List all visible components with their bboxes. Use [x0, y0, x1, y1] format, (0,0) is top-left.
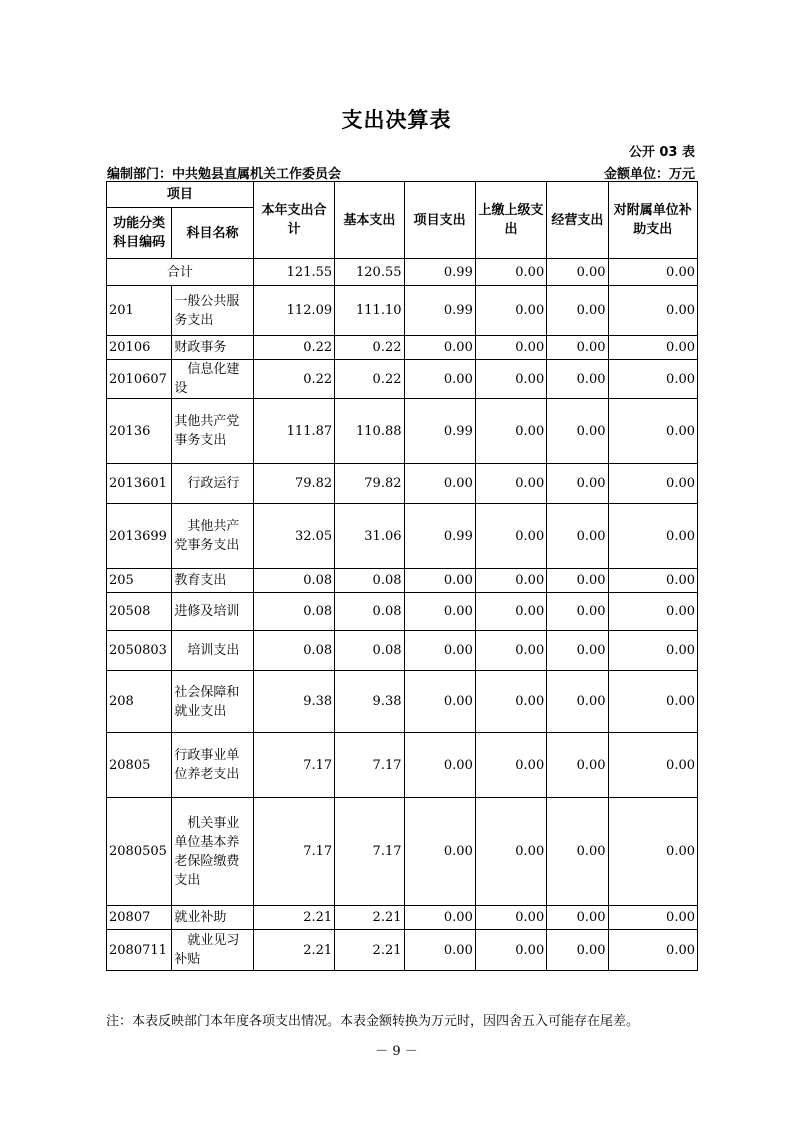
amount-cell: 0.00 — [608, 336, 697, 360]
amount-cell: 0.00 — [475, 930, 546, 971]
subject-code: 201 — [107, 286, 172, 336]
amount-cell: 0.08 — [335, 631, 404, 671]
subject-code: 2080505 — [107, 798, 172, 906]
amount-cell: 112.09 — [253, 286, 334, 336]
amount-cell: 0.00 — [404, 631, 475, 671]
amount-cell: 0.22 — [253, 336, 334, 360]
header-name: 科目名称 — [172, 208, 253, 259]
subject-code: 20807 — [107, 906, 172, 930]
total-value: 0.00 — [475, 259, 546, 286]
amount-cell: 2.21 — [335, 930, 404, 971]
amount-cell: 79.82 — [253, 464, 334, 504]
amount-cell: 0.22 — [253, 360, 334, 399]
page-title: 支出决算表 — [341, 108, 452, 132]
amount-cell: 0.00 — [404, 798, 475, 906]
amount-cell: 0.99 — [404, 286, 475, 336]
amount-cell: 0.00 — [475, 464, 546, 504]
amount-cell: 0.22 — [335, 336, 404, 360]
header-subsidy: 对附属单位补助支出 — [608, 182, 697, 259]
table-row — [107, 464, 698, 504]
amount-cell: 0.00 — [608, 569, 697, 593]
department-label: 编制部门：中共勉县直属机关工作委员会 — [107, 167, 342, 182]
table-row — [107, 733, 698, 798]
expenditure-table — [106, 181, 698, 971]
subject-name: 行政事业单位养老支出 — [172, 733, 253, 798]
amount-cell: 2.21 — [253, 930, 334, 971]
table-row — [107, 504, 698, 569]
amount-cell: 0.00 — [475, 399, 546, 464]
table-row — [107, 399, 698, 464]
total-label: 合计 — [107, 259, 254, 286]
amount-cell: 0.00 — [404, 464, 475, 504]
amount-cell: 0.00 — [475, 360, 546, 399]
amount-cell: 0.22 — [335, 360, 404, 399]
table-row — [107, 906, 698, 930]
subject-name: 信息化建设 — [172, 360, 253, 399]
amount-cell: 0.08 — [253, 631, 334, 671]
form-number: 公开 03 表 — [628, 145, 695, 160]
subject-code: 205 — [107, 569, 172, 593]
subject-name: 进修及培训 — [172, 593, 253, 631]
amount-cell: 0.00 — [547, 631, 608, 671]
amount-cell: 0.00 — [475, 504, 546, 569]
amount-cell: 0.00 — [547, 733, 608, 798]
subject-code: 2013601 — [107, 464, 172, 504]
amount-cell: 0.00 — [608, 930, 697, 971]
amount-cell: 0.00 — [404, 593, 475, 631]
amount-cell: 110.88 — [335, 399, 404, 464]
amount-cell: 0.08 — [253, 593, 334, 631]
amount-cell: 7.17 — [335, 733, 404, 798]
amount-cell: 0.00 — [608, 671, 697, 733]
amount-cell: 0.00 — [547, 464, 608, 504]
subject-name: 培训支出 — [172, 631, 253, 671]
amount-cell: 0.00 — [608, 464, 697, 504]
header-upper: 上缴上级支出 — [475, 182, 546, 259]
amount-cell: 0.00 — [475, 631, 546, 671]
subject-code: 2010607 — [107, 360, 172, 399]
amount-cell: 0.00 — [547, 593, 608, 631]
amount-cell: 0.00 — [547, 930, 608, 971]
amount-cell: 0.00 — [608, 399, 697, 464]
amount-cell: 31.06 — [335, 504, 404, 569]
subject-code: 2013699 — [107, 504, 172, 569]
amount-cell: 0.00 — [404, 930, 475, 971]
amount-cell: 0.00 — [475, 286, 546, 336]
subject-code: 20106 — [107, 336, 172, 360]
subject-name: 行政运行 — [172, 464, 253, 504]
table-row — [107, 671, 698, 733]
amount-cell: 0.00 — [404, 906, 475, 930]
subject-code: 2050803 — [107, 631, 172, 671]
subject-name: 机关事业单位基本养老保险缴费支出 — [172, 798, 253, 906]
table-row — [107, 360, 698, 399]
subject-name: 财政事务 — [172, 336, 253, 360]
table-row — [107, 631, 698, 671]
amount-cell: 0.00 — [608, 593, 697, 631]
amount-cell: 0.08 — [253, 569, 334, 593]
amount-cell: 111.10 — [335, 286, 404, 336]
subject-code: 2080711 — [107, 930, 172, 971]
page-number: － 9 － — [375, 1044, 418, 1059]
amount-cell: 0.00 — [608, 631, 697, 671]
amount-cell: 9.38 — [335, 671, 404, 733]
amount-cell: 9.38 — [253, 671, 334, 733]
amount-cell: 0.00 — [547, 569, 608, 593]
amount-cell: 0.08 — [335, 569, 404, 593]
header-total: 本年支出合计 — [253, 182, 334, 259]
amount-cell: 0.08 — [335, 593, 404, 631]
amount-cell: 0.99 — [404, 504, 475, 569]
subject-code: 20508 — [107, 593, 172, 631]
amount-cell: 0.00 — [404, 569, 475, 593]
subject-name: 其他共产党事务支出 — [172, 399, 253, 464]
amount-cell: 0.00 — [547, 798, 608, 906]
total-value: 120.55 — [335, 259, 404, 286]
subject-name: 教育支出 — [172, 569, 253, 593]
subject-name: 一般公共服务支出 — [172, 286, 253, 336]
unit-label: 金额单位：万元 — [603, 167, 695, 182]
amount-cell: 0.00 — [404, 336, 475, 360]
amount-cell: 0.00 — [404, 733, 475, 798]
subject-name: 其他共产党事务支出 — [172, 504, 253, 569]
table-row — [107, 798, 698, 906]
subject-code: 208 — [107, 671, 172, 733]
amount-cell: 0.00 — [547, 336, 608, 360]
amount-cell: 0.00 — [547, 906, 608, 930]
total-value: 0.00 — [547, 259, 608, 286]
amount-cell: 0.00 — [404, 360, 475, 399]
amount-cell: 0.00 — [475, 798, 546, 906]
amount-cell: 0.00 — [547, 286, 608, 336]
amount-cell: 0.99 — [404, 399, 475, 464]
header-code: 功能分类科目编码 — [107, 208, 172, 259]
amount-cell: 0.00 — [547, 399, 608, 464]
amount-cell: 0.00 — [608, 504, 697, 569]
table-row — [107, 286, 698, 336]
amount-cell: 7.17 — [335, 798, 404, 906]
total-value: 0.99 — [404, 259, 475, 286]
table-row — [107, 930, 698, 971]
amount-cell: 0.00 — [475, 733, 546, 798]
amount-cell: 0.00 — [475, 336, 546, 360]
amount-cell: 7.17 — [253, 733, 334, 798]
amount-cell: 0.00 — [475, 671, 546, 733]
amount-cell: 0.00 — [475, 569, 546, 593]
amount-cell: 0.00 — [475, 593, 546, 631]
amount-cell: 79.82 — [335, 464, 404, 504]
subject-name: 就业补助 — [172, 906, 253, 930]
footnote: 注：本表反映部门本年度各项支出情况。本表金额转换为万元时，因四舍五入可能存在尾差。 — [106, 1014, 640, 1029]
header-basic: 基本支出 — [335, 182, 404, 259]
subject-code: 20136 — [107, 399, 172, 464]
amount-cell: 0.00 — [608, 733, 697, 798]
total-value: 0.00 — [608, 259, 697, 286]
table-row — [107, 569, 698, 593]
amount-cell: 0.00 — [475, 906, 546, 930]
amount-cell: 0.00 — [608, 286, 697, 336]
amount-cell: 0.00 — [608, 360, 697, 399]
amount-cell: 32.05 — [253, 504, 334, 569]
amount-cell: 0.00 — [404, 671, 475, 733]
subject-name: 就业见习补贴 — [172, 930, 253, 971]
table-row — [107, 593, 698, 631]
amount-cell: 0.00 — [547, 360, 608, 399]
amount-cell: 0.00 — [547, 671, 608, 733]
subject-name: 社会保障和就业支出 — [172, 671, 253, 733]
amount-cell: 0.00 — [547, 504, 608, 569]
amount-cell: 7.17 — [253, 798, 334, 906]
total-row — [107, 259, 698, 286]
amount-cell: 111.87 — [253, 399, 334, 464]
header-business: 经营支出 — [547, 182, 608, 259]
amount-cell: 0.00 — [608, 798, 697, 906]
amount-cell: 2.21 — [335, 906, 404, 930]
amount-cell: 2.21 — [253, 906, 334, 930]
header-item: 项目 — [107, 182, 254, 208]
total-value: 121.55 — [253, 259, 334, 286]
subject-code: 20805 — [107, 733, 172, 798]
table-row — [107, 336, 698, 360]
amount-cell: 0.00 — [608, 906, 697, 930]
header-project: 项目支出 — [404, 182, 475, 259]
